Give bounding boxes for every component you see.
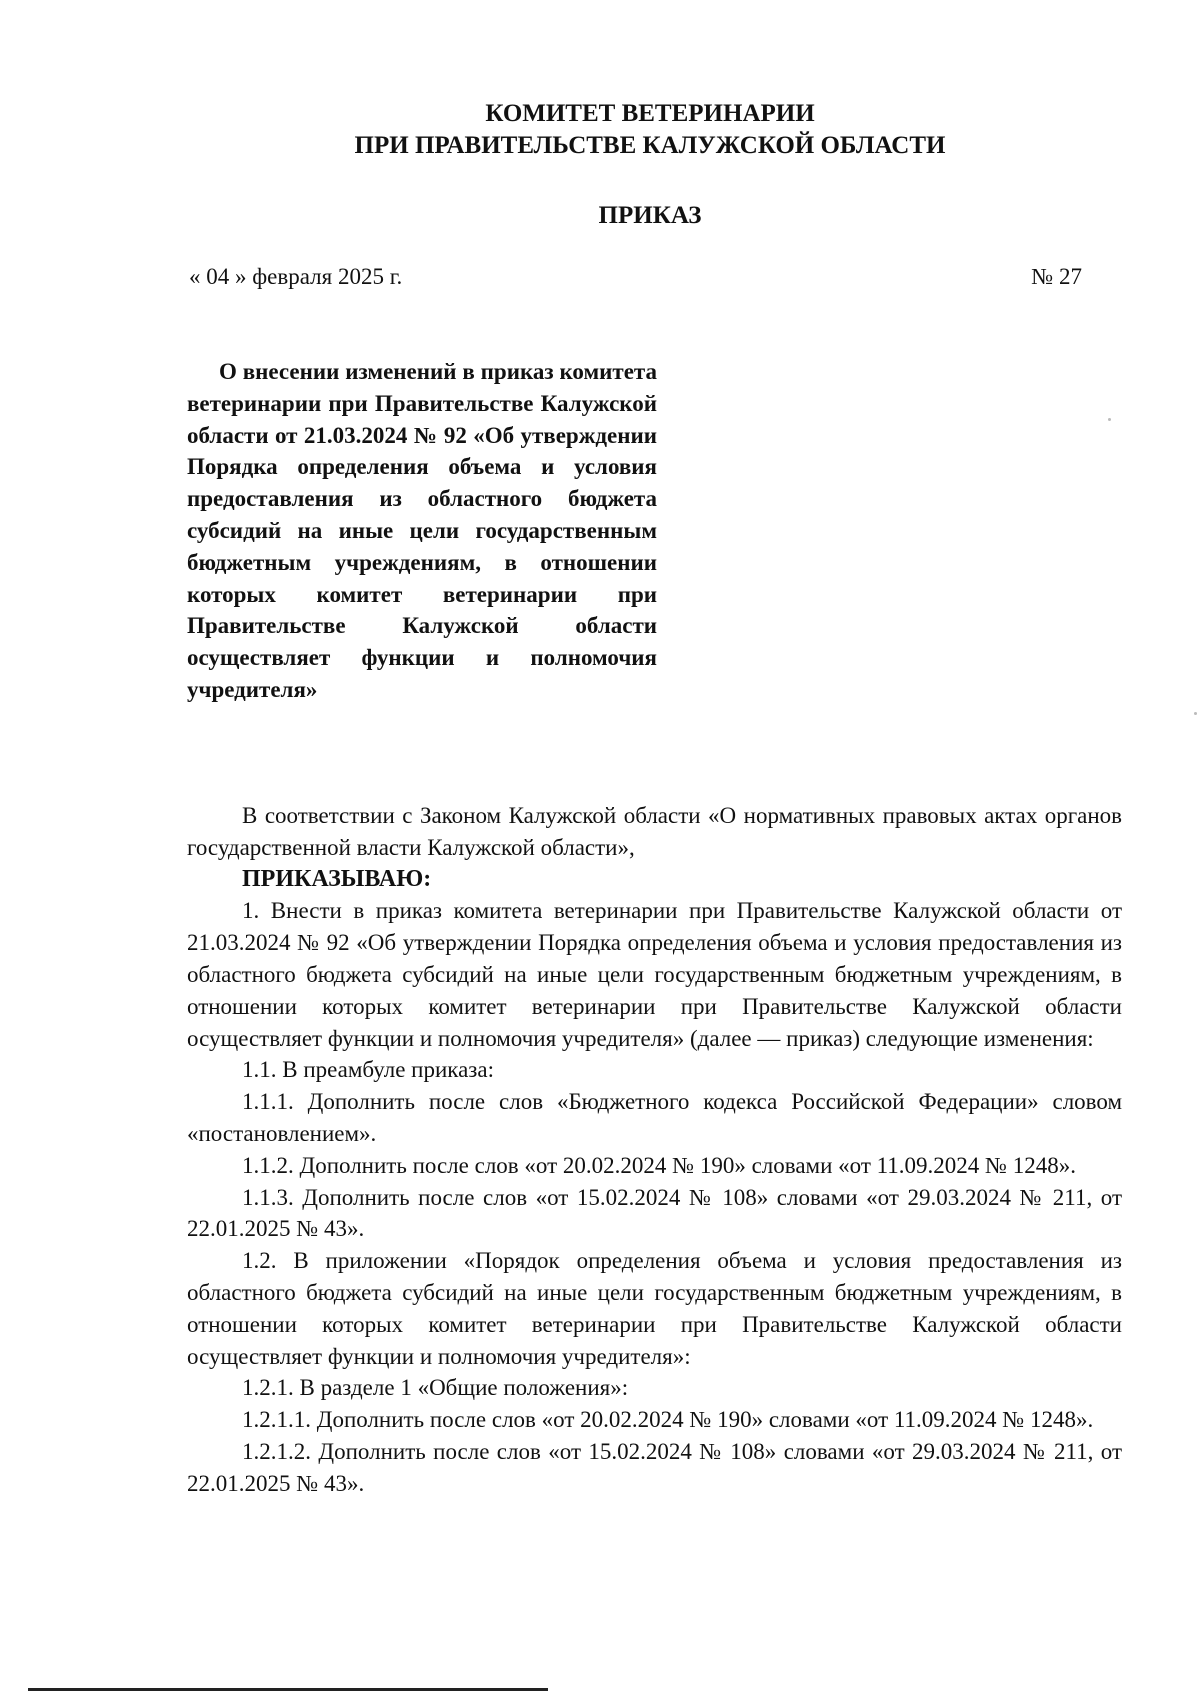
scan-speck [1194,712,1197,715]
paragraph-1-2-1-2: 1.2.1.2. Дополнить после слов «от 15.02.2024 № 108» словами «от 29.03.2024 № 211, от 22.01.2025 № 43». [187,1438,1122,1496]
issuer-line-2: ПРИ ПРАВИТЕЛЬСТВЕ КАЛУЖСКОЙ ОБЛАСТИ [354,132,946,159]
paragraph-1: 1. Внести в приказ комитета ветеринарии при Правительстве Калужской области от 21.03.2024 № 92 «Об утверждении Порядка определения объема и условия предоставления из областного бюджета субсидий на иные цели государственным бюджетным учреждениям, в отношении которых комитет ветеринарии при Правительстве Калужской области осуществляет функции и полномочия учредителя» (далее — приказ) следующие изменения: [187,898,1122,1051]
order-subject: О внесении изменений в приказ комитета ветеринарии при Правительстве Калужской области от 21.03.2024 № 92 «Об утверждении Порядка определения объема и условия предоставления из областного бюджета субсидий на иные цели государственным бюджетным учреждениям, в отношении которых комитет ветеринарии при Правительстве Калужской области осуществляет функции и полномочия учредителя» [187,359,657,702]
order-date: « 04 » февраля 2025 г. [189,264,403,289]
issuer-header [190,98,1110,162]
order-body [187,800,1122,1500]
document-type: ПРИКАЗ [598,202,702,229]
paragraph-1-1-3: 1.1.3. Дополнить после слов «от 15.02.2024 № 108» словами «от 29.03.2024 № 211, от 22.01.2025 № 43». [187,1184,1122,1242]
preamble: В соответствии с Законом Калужской области «О нормативных правовых актах органов государственной власти Калужской области», [187,803,1122,860]
command-word: ПРИКАЗЫВАЮ: [242,865,432,892]
paragraph-1-2-1: 1.2.1. В разделе 1 «Общие положения»: [242,1375,629,1401]
order-number: № 27 [1031,264,1082,289]
paragraph-1-1: 1.1. В преамбуле приказа: [242,1057,494,1083]
paragraph-1-1-2: 1.1.2. Дополнить после слов «от 20.02.2024 № 190» словами «от 11.09.2024 № 1248». [242,1152,1076,1178]
scan-speck [1108,418,1111,421]
paragraph-1-2: 1.2. В приложении «Порядок определения объема и условия предоставления из областного бюджета субсидий на иные цели государственным бюджетным учреждениям, в отношении которых комитет ветеринарии при Правительстве Калужской области осуществляет функции и полномочия учредителя»: [187,1248,1122,1369]
bottom-scan-line [28,1688,548,1691]
issuer-line-1: КОМИТЕТ ВЕТЕРИНАРИИ [485,100,815,127]
paragraph-1-1-1: 1.1.1. Дополнить после слов «Бюджетного кодекса Российской Федерации» словом «постановлением». [187,1089,1122,1146]
paragraph-1-2-1-1: 1.2.1.1. Дополнить после слов «от 20.02.2024 № 190» словами «от 11.09.2024 № 1248». [242,1407,1094,1433]
